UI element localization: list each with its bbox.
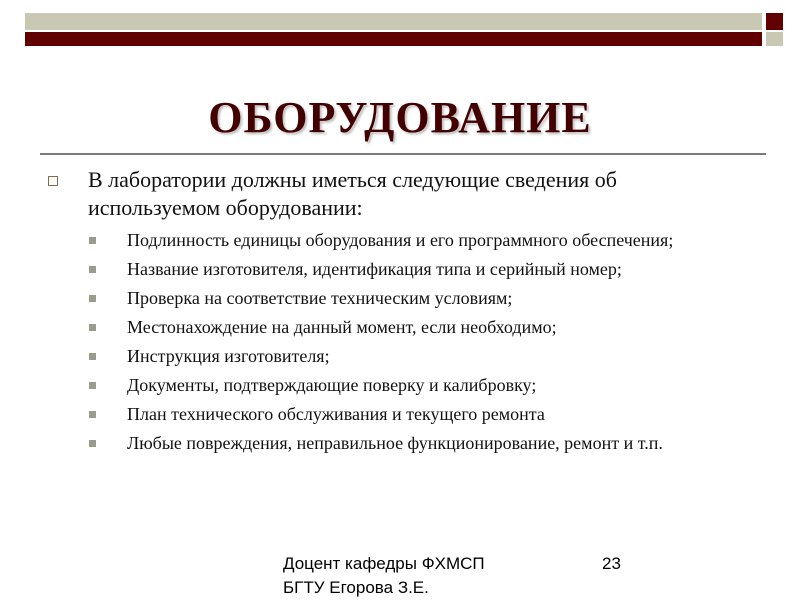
sub-bullet-text: Документы, подтверждающие поверку и калибровку;	[127, 375, 537, 395]
header-bar-dark	[25, 32, 762, 46]
sub-bullet-item	[89, 229, 769, 251]
sub-bullet-item	[89, 403, 769, 425]
hollow-square-bullet-icon	[48, 176, 58, 186]
sub-bullet-text: Проверка на соответствие техническим условиям;	[127, 288, 513, 308]
sub-bullet-text: Подлинность единицы оборудования и его программного обеспечения;	[127, 230, 674, 250]
page-number: 23	[602, 554, 621, 573]
sub-bullet-list	[89, 229, 769, 461]
slide-title: ОБОРУДОВАНИЕ	[208, 93, 592, 142]
footer-author-line2: БГТУ Егорова З.Е.	[283, 578, 429, 597]
sub-bullet-item	[89, 345, 769, 367]
sub-bullet-text: Название изготовителя, идентификация типа и серийный номер;	[127, 259, 622, 279]
sub-bullet-text: Любые повреждения, неправильное функционирование, ремонт и т.п.	[127, 433, 663, 453]
square-bullet-icon	[89, 324, 96, 331]
main-bullet-item	[48, 166, 748, 222]
square-bullet-icon	[89, 266, 96, 273]
footer-author-line1: Доцент кафедры ФХМСП	[283, 554, 485, 573]
header-square-light	[766, 32, 783, 46]
square-bullet-icon	[89, 411, 96, 418]
header-bar-light	[25, 13, 762, 30]
square-bullet-icon	[89, 295, 96, 302]
sub-bullet-item	[89, 316, 769, 338]
sub-bullet-text: Инструкция изготовителя;	[127, 346, 330, 366]
square-bullet-icon	[89, 353, 96, 360]
main-bullet-text: В лаборатории должны иметься следующие сведения об используемом оборудовании:	[88, 167, 617, 220]
sub-bullet-item	[89, 432, 769, 454]
square-bullet-icon	[89, 382, 96, 389]
title-divider	[40, 153, 766, 155]
header-square-dark	[766, 13, 783, 30]
sub-bullet-text: План технического обслуживания и текущего ремонта	[127, 404, 545, 424]
footer-author	[283, 552, 485, 600]
sub-bullet-text: Местонахождение на данный момент, если необходимо;	[127, 317, 557, 337]
square-bullet-icon	[89, 440, 96, 447]
sub-bullet-item	[89, 258, 769, 280]
square-bullet-icon	[89, 237, 96, 244]
sub-bullet-item	[89, 374, 769, 396]
sub-bullet-item	[89, 287, 769, 309]
